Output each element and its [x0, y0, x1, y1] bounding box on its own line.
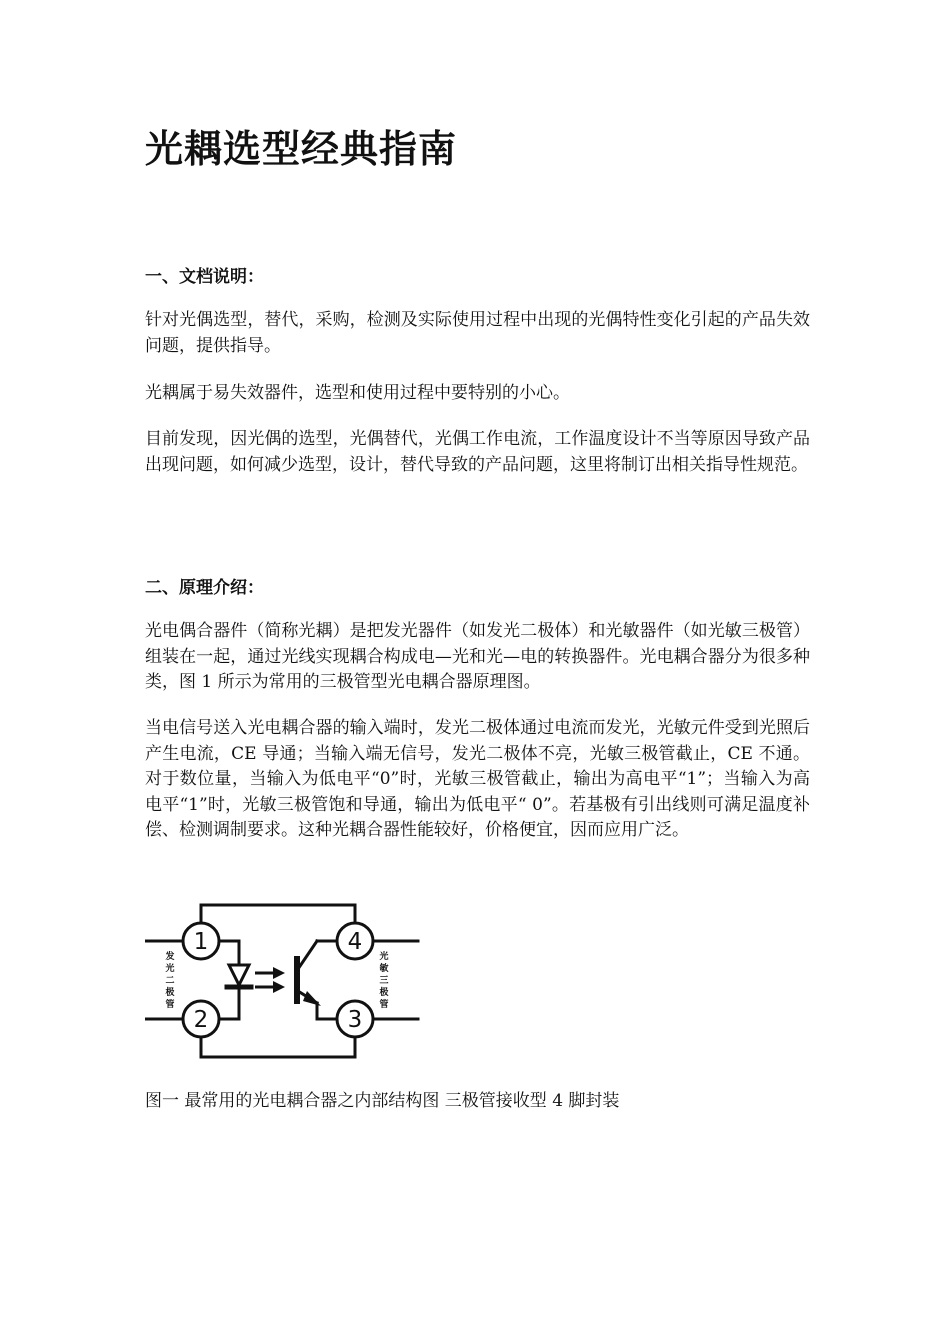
light-arrow-2-head — [273, 981, 285, 993]
paragraph-1: 针对光偶选型，替代，采购，检测及实际使用过程中出现的光偶特性变化引起的产品失效问题，提供指导。 — [145, 310, 810, 356]
transistor-collector — [298, 941, 317, 969]
pin1-number: 1 — [193, 929, 209, 955]
led-label-char: 发 — [165, 952, 175, 962]
paragraph-4: 光电偶合器件（简称光耦）是把发光器件（如发光二极体）和光敏器件（如光敏三极管）组装在一起，通过光线实现耦合构成电—光和光—电的转换器件。光电耦合器分为很多种类，图 1 所示为常用的三极管型光电耦合器原理图。 — [145, 621, 810, 692]
transistor-label-char: 极 — [379, 988, 389, 998]
paragraph-5: 当电信号送入光电耦合器的输入端时，发光二极体通过电流而发光，光敏元件受到光照后产生电流，CE 导通；当输入端无信号，发光二极体不亮，光敏三极管截止，CE 不通。对于数位量，当输入为低电平“0”时，光敏三极管截止，输出为高电平“1”；当输入为高电平“1”时，光敏三极管饱和导通，输出为低电平“ 0”。若基极有引出线则可满足温度补偿、检测调制要求。这种光耦合器性能较好，价格便宜，因而应用广泛。 — [145, 718, 810, 840]
led-label-char: 管 — [165, 1000, 175, 1010]
section-heading-description: 一、文档说明： — [145, 267, 264, 287]
pin3-number: 3 — [347, 1007, 363, 1033]
transistor-label-char: 敏 — [379, 964, 389, 974]
section-heading-principle: 二、原理介绍： — [145, 578, 264, 598]
led-label-char: 极 — [165, 988, 175, 998]
transistor-label-char: 三 — [379, 976, 389, 986]
transistor-label-char: 光 — [379, 952, 389, 962]
led-label-char: 二 — [165, 976, 175, 986]
led-triangle — [229, 965, 249, 985]
pin4-number: 4 — [347, 929, 363, 955]
led-label-char: 光 — [165, 964, 175, 974]
figure-caption: 图一 最常用的光电耦合器之内部结构图 三极管接收型 4 脚封装 — [145, 1091, 620, 1111]
document-title: 光耦选型经典指南 — [145, 127, 458, 171]
emitter-arrowhead — [303, 991, 321, 1006]
transistor-label-char: 管 — [379, 1000, 389, 1010]
light-arrow-1-head — [273, 967, 285, 979]
paragraph-3: 目前发现，因光偶的选型，光偶替代，光偶工作电流，工作温度设计不当等原因导致产品出现问题，如何减少选型，设计，替代导致的产品问题，这里将制订出相关指导性规范。 — [145, 429, 810, 475]
paragraph-2: 光耦属于易失效器件，选型和使用过程中要特别的小心。 — [145, 383, 570, 403]
pin2-number: 2 — [193, 1007, 209, 1033]
optocoupler-diagram — [145, 893, 420, 1065]
